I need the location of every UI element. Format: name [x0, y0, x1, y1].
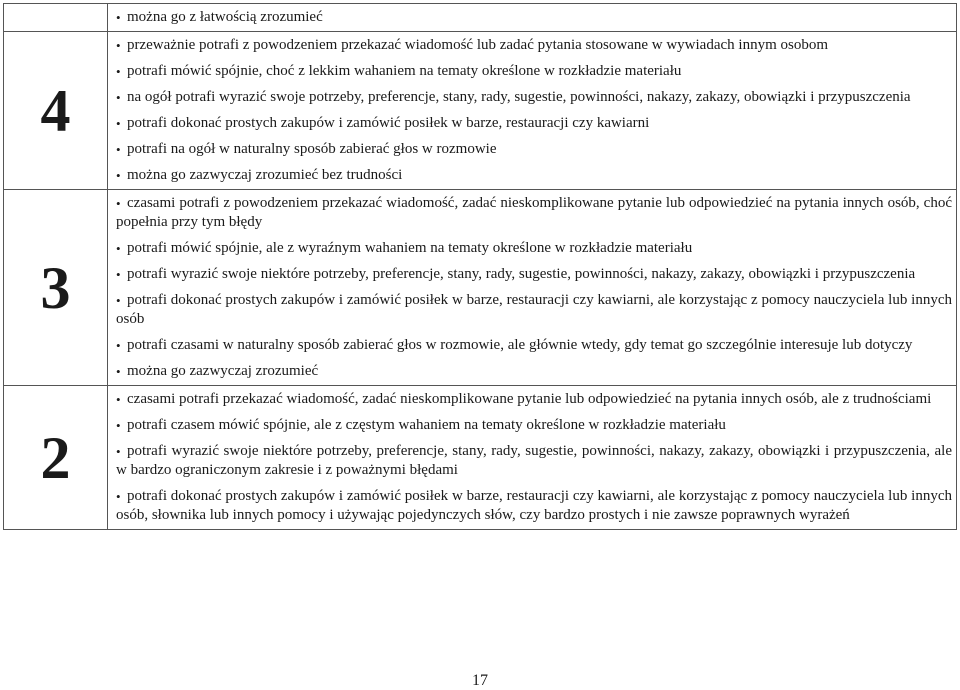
grade-row-4 [4, 32, 957, 190]
bullet-icon: • [116, 444, 121, 459]
bullet-icon: • [116, 38, 121, 53]
bullet-icon: • [116, 267, 121, 282]
grade-label: 4 [4, 32, 108, 190]
criterion-item: • można go zazwyczaj zrozumieć [116, 363, 319, 379]
criterion-item: • potrafi mówić spójnie, ale z wyraźnym wahaniem na tematy określone w rozkładzie materiału [116, 240, 693, 256]
grade-cell-empty [4, 4, 108, 32]
bullet-icon: • [116, 10, 121, 25]
criterion-item: • potrafi na ogół w naturalny sposób zabierać głos w rozmowie [116, 141, 497, 157]
criterion-item: • potrafi wyrazić swoje niektóre potrzeby, preferencje, stany, rady, sugestie, powinności, nakazy, zakazy, obowiązki i przypuszczenia [116, 266, 916, 282]
bullet-icon: • [116, 293, 121, 308]
grade-row-3 [4, 190, 957, 386]
top-continuation-row [4, 4, 957, 32]
bullet-icon: • [116, 392, 121, 407]
page-number: 17 [472, 672, 488, 689]
criterion-item: • przeważnie potrafi z powodzeniem przekazać wiadomość lub zadać pytania stosowane w wywiadach innym osobom [116, 37, 828, 53]
grade-label: 3 [4, 190, 108, 386]
criteria-list [116, 8, 952, 27]
criterion-item: • potrafi czasem mówić spójnie, ale z częstym wahaniem na tematy określone w rozkładzie materiału [116, 417, 726, 433]
criterion-item: • potrafi wyrazić swoje niektóre potrzeby, preferencje, stany, rady, sugestie, powinności, nakazy, zakazy, obowiązki i przypuszczenia, ale w bardzo ograniczonym zakresie i z poważnymi błędami [116, 443, 952, 478]
bullet-icon: • [116, 90, 121, 105]
criteria-cell [108, 190, 957, 386]
bullet-icon: • [116, 196, 121, 211]
criterion-item: • można go z łatwością zrozumieć [116, 9, 323, 25]
criteria-cell [108, 32, 957, 190]
criterion-item: • czasami potrafi z powodzeniem przekazać wiadomość, zadać nieskomplikowane pytanie lub odpowiedzieć na pytania innych osób, choć popełnia przy tym błędy [116, 195, 952, 230]
grade-row-2 [4, 386, 957, 530]
criterion-item: • można go zazwyczaj zrozumieć bez trudności [116, 167, 403, 183]
criteria-cell [108, 386, 957, 530]
grade-label: 2 [4, 386, 108, 530]
criteria-list [116, 36, 952, 185]
bullet-icon: • [116, 364, 121, 379]
criterion-item: • czasami potrafi przekazać wiadomość, zadać nieskomplikowane pytanie lub odpowiedzieć na pytania innych osób, ale z trudnościami [116, 391, 932, 407]
bullet-icon: • [116, 241, 121, 256]
criterion-item: • potrafi mówić spójnie, choć z lekkim wahaniem na tematy określone w rozkładzie materiału [116, 63, 682, 79]
bullet-icon: • [116, 338, 121, 353]
criteria-cell [108, 4, 957, 32]
criteria-list [116, 390, 952, 525]
bullet-icon: • [116, 142, 121, 157]
criterion-item: • potrafi dokonać prostych zakupów i zamówić posiłek w barze, restauracji czy kawiarni [116, 115, 650, 131]
criterion-item: • na ogół potrafi wyrazić swoje potrzeby, preferencje, stany, rady, sugestie, powinności, nakazy, zakazy, obowiązki i przypuszczenia [116, 89, 911, 105]
criterion-item: • potrafi dokonać prostych zakupów i zamówić posiłek w barze, restauracji czy kawiarni, ale korzystając z pomocy nauczyciela lub innych osób [116, 292, 952, 327]
bullet-icon: • [116, 418, 121, 433]
bullet-icon: • [116, 489, 121, 504]
criteria-list [116, 194, 952, 381]
bullet-icon: • [116, 168, 121, 183]
bullet-icon: • [116, 116, 121, 131]
grading-criteria-table [3, 3, 957, 530]
criterion-item: • potrafi dokonać prostych zakupów i zamówić posiłek w barze, restauracji czy kawiarni, ale korzystając z pomocy nauczyciela lub innych osób, słownika lub innych pomocy i używając pojedynczych słów, czy bardzo prostych i nie zawsze poprawnych wyrażeń [116, 488, 952, 523]
bullet-icon: • [116, 64, 121, 79]
criterion-item: • potrafi czasami w naturalny sposób zabierać głos w rozmowie, ale głównie wtedy, gdy temat go szczególnie interesuje lub dotyczy [116, 337, 913, 353]
